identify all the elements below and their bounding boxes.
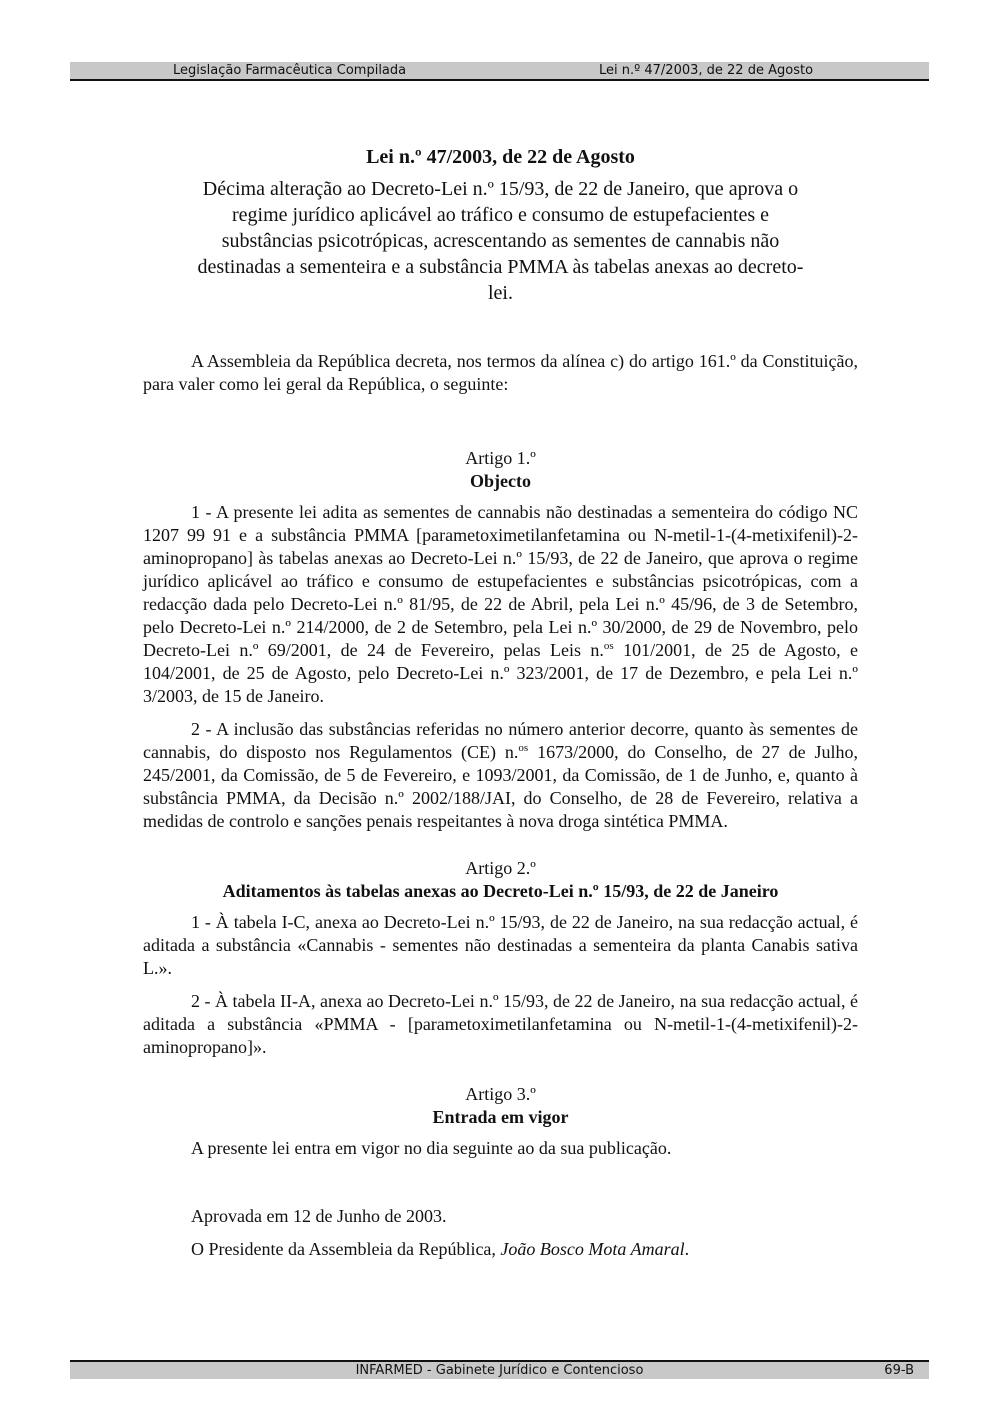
document-body — [143, 144, 858, 1261]
article-1-number: Artigo 1.º — [465, 448, 536, 468]
article-1-paragraph-2: 2 - A inclusão das substâncias referidas no número anterior decorre, quanto às sementes de cannabis, do disposto nos Regulamentos (CE) n.$^{os}$ 1673/2000, do Conselho, de 27 de Julho, 245/2001, da Comissão, de 5 de Fevereiro, e 1093/2001, da Comissão, de 1 de Junho, e, quanto à substância PMMA, da Decisão n.º 2002/188/JAI, do Conselho, de 28 de Fevereiro, relativa a medidas de controlo e sanções penais respeitantes à nova droga sintética PMMA. — [143, 719, 858, 831]
article-2 — [143, 857, 858, 1059]
preamble: A Assembleia da República decreta, nos termos da alínea c) do artigo 161.º da Constituição, para valer como lei geral da República, o seguinte: — [143, 351, 858, 394]
document-title: Lei n.º 47/2003, de 22 de Agosto — [366, 146, 635, 168]
article-3-heading: Entrada em vigor — [432, 1107, 569, 1127]
article-1-paragraph-1: 1 - A presente lei adita as sementes de cannabis não destinadas a sementeira do código NC 1207 99 91 e a substância PMMA [parametoximetilanfetamina ou N-metil-1-(4-metixifenil)-2-aminopropano] às tabelas anexas ao Decreto-Lei n.º 15/93, de 22 de Janeiro, que aprova o regime jurídico aplicável ao tráfico e consumo de estupefacientes e substâncias psicotrópicas, com a redacção dada pelo Decreto-Lei n.º 81/95, de 22 de Abril, pela Lei n.º 45/96, de 3 de Setembro, pelo Decreto-Lei n.º 214/2000, de 2 de Setembro, pela Lei n.º 30/2000, de 29 de Novembro, pelo Decreto-Lei n.º 69/2001, de 24 de Fevereiro, pelas Leis n.$^{os}$ 101/2001, de 25 de Agosto, e 104/2001, de 25 de Agosto, pelo Decreto-Lei n.º 323/2001, de 17 de Dezembro, e pela Lei n.º 3/2003, de 15 de Janeiro. — [143, 502, 858, 706]
header-law-reference: Lei n.º 47/2003, de 22 de Agosto — [599, 63, 814, 78]
superscript: os — [603, 640, 614, 652]
article-3-number: Artigo 3.º — [465, 1084, 536, 1104]
footer-department: INFARMED - Gabinete Jurídico e Contencioso — [355, 1363, 644, 1378]
signature-line: O Presidente da Assembleia da República, João Bosco Mota Amaral. — [191, 1239, 690, 1259]
article-3 — [143, 1083, 858, 1160]
article-1 — [143, 447, 858, 833]
header-publication-title: Legislação Farmacêutica Compilada — [173, 63, 407, 78]
document-subtitle: Décima alteração ao Decreto-Lei n.º 15/93, de 22 de Janeiro, que aprova o regime jurídico aplicável ao tráfico e consumo de estupefacientes e substâncias psicotrópicas, acrescentando as sementes de cannabis não destinadas a sementeira e a substância PMMA às tabelas anexas ao decreto-lei. — [197, 178, 804, 304]
signatory-name: João Bosco Mota Amaral — [500, 1239, 685, 1259]
article-3-paragraph-1: A presente lei entra em vigor no dia seguinte ao da sua publicação. — [191, 1138, 672, 1158]
superscript: os — [518, 742, 529, 754]
article-2-heading: Aditamentos às tabelas anexas ao Decreto-Lei n.º 15/93, de 22 de Janeiro — [222, 881, 779, 901]
page-footer — [70, 1360, 929, 1379]
article-2-number: Artigo 2.º — [465, 858, 536, 878]
page-number: 69-B — [884, 1363, 914, 1378]
approval-date: Aprovada em 12 de Junho de 2003. — [191, 1206, 447, 1226]
article-1-heading: Objecto — [470, 471, 531, 491]
article-2-paragraph-2: 2 - À tabela II-A, anexa ao Decreto-Lei n.º 15/93, de 22 de Janeiro, na sua redacção actual, é aditada a substância «PMMA - [parametoximetilanfetamina ou N-metil-1-(4-metixifenil)-2-aminopropano]». — [143, 991, 858, 1057]
article-2-paragraph-1: 1 - À tabela I-C, anexa ao Decreto-Lei n.º 15/93, de 22 de Janeiro, na sua redacção actual, é aditada a substância «Cannabis - sementes não destinadas a sementeira da planta Canabis sativa L.». — [143, 912, 858, 978]
page-header — [70, 62, 929, 81]
